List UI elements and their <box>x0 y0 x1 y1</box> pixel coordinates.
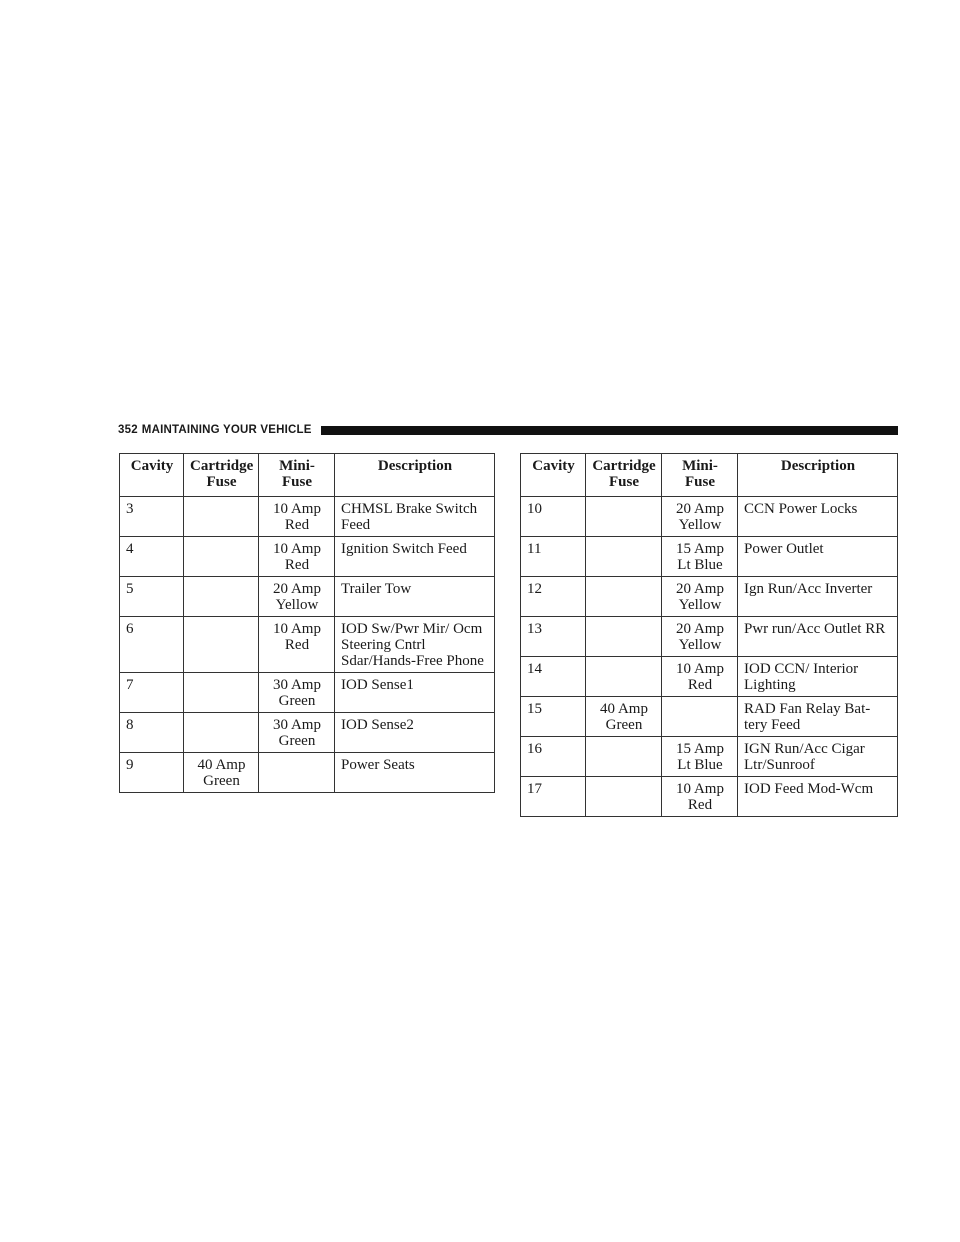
fuse-table-right <box>520 453 898 817</box>
col-header-mini-fuse: Mini-Fuse <box>662 454 738 497</box>
description-cell: IOD Sense2 <box>335 713 495 753</box>
mini-fuse-cell: 10 Amp Red <box>662 777 738 817</box>
cavity-cell: 3 <box>120 497 184 537</box>
col-header-mini-fuse: Mini-Fuse <box>259 454 335 497</box>
cavity-cell: 17 <box>521 777 586 817</box>
mini-fuse-cell: 20 Amp Yellow <box>662 497 738 537</box>
cartridge-fuse-cell <box>586 777 662 817</box>
description-cell: Pwr run/Acc Outlet RR <box>738 617 898 657</box>
table-row <box>120 497 495 537</box>
col-header-cavity: Cavity <box>120 454 184 497</box>
cavity-cell: 6 <box>120 617 184 673</box>
cartridge-fuse-cell: 40 Amp Green <box>184 753 259 793</box>
description-cell: CHMSL Brake Switch Feed <box>335 497 495 537</box>
mini-fuse-cell: 20 Amp Yellow <box>662 617 738 657</box>
cartridge-fuse-cell <box>184 537 259 577</box>
description-cell: Power Outlet <box>738 537 898 577</box>
mini-fuse-cell: 10 Amp Red <box>259 497 335 537</box>
description-cell: IGN Run/Acc Cigar Ltr/Sunroof <box>738 737 898 777</box>
fuse-table-left-body <box>120 497 495 793</box>
col-header-cartridge: Cartridge Fuse <box>586 454 662 497</box>
page-number: 352 <box>118 424 138 436</box>
cavity-cell: 9 <box>120 753 184 793</box>
mini-fuse-cell: 10 Amp Red <box>662 657 738 697</box>
cavity-cell: 4 <box>120 537 184 577</box>
table-row <box>521 777 898 817</box>
mini-fuse-cell: 10 Amp Red <box>259 537 335 577</box>
mini-fuse-cell: 30 Amp Green <box>259 713 335 753</box>
description-cell: Trailer Tow <box>335 577 495 617</box>
table-row <box>120 537 495 577</box>
table-header-row <box>521 454 898 497</box>
table-row <box>521 617 898 657</box>
cartridge-fuse-cell <box>184 713 259 753</box>
description-cell: Ign Run/Acc Inverter <box>738 577 898 617</box>
fuse-table-left <box>119 453 495 793</box>
cartridge-fuse-cell <box>586 617 662 657</box>
mini-fuse-cell: 20 Amp Yellow <box>662 577 738 617</box>
description-cell: IOD Feed Mod-Wcm <box>738 777 898 817</box>
table-header-row <box>120 454 495 497</box>
mini-fuse-cell: 30 Amp Green <box>259 673 335 713</box>
cartridge-fuse-cell <box>184 617 259 673</box>
cavity-cell: 11 <box>521 537 586 577</box>
table-row <box>521 537 898 577</box>
fuse-table-right-body <box>521 497 898 817</box>
cartridge-fuse-cell <box>586 737 662 777</box>
description-cell: Power Seats <box>335 753 495 793</box>
cartridge-fuse-cell <box>586 537 662 577</box>
cavity-cell: 10 <box>521 497 586 537</box>
cartridge-fuse-cell <box>586 657 662 697</box>
cartridge-fuse-cell <box>586 497 662 537</box>
table-row <box>521 577 898 617</box>
table-row <box>521 737 898 777</box>
header-rule <box>321 426 898 435</box>
col-header-cavity: Cavity <box>521 454 586 497</box>
mini-fuse-cell <box>259 753 335 793</box>
cartridge-fuse-cell <box>586 577 662 617</box>
mini-fuse-cell: 10 Amp Red <box>259 617 335 673</box>
mini-fuse-cell <box>662 697 738 737</box>
description-cell: IOD Sense1 <box>335 673 495 713</box>
cartridge-fuse-cell <box>184 673 259 713</box>
table-row <box>120 577 495 617</box>
cartridge-fuse-cell <box>184 497 259 537</box>
table-row <box>120 713 495 753</box>
table-row <box>120 753 495 793</box>
cavity-cell: 5 <box>120 577 184 617</box>
cavity-cell: 16 <box>521 737 586 777</box>
col-header-description: Description <box>335 454 495 497</box>
table-row <box>521 497 898 537</box>
col-header-cartridge: Cartridge Fuse <box>184 454 259 497</box>
cartridge-fuse-cell <box>184 577 259 617</box>
description-cell: IOD Sw/Pwr Mir/ Ocm Steering Cntrl Sdar/Hands-Free Phone <box>335 617 495 673</box>
cavity-cell: 7 <box>120 673 184 713</box>
cavity-cell: 8 <box>120 713 184 753</box>
page-header <box>118 421 898 439</box>
mini-fuse-cell: 20 Amp Yellow <box>259 577 335 617</box>
cavity-cell: 13 <box>521 617 586 657</box>
description-cell: CCN Power Locks <box>738 497 898 537</box>
cavity-cell: 12 <box>521 577 586 617</box>
section-title: MAINTAINING YOUR VEHICLE <box>141 424 312 436</box>
cartridge-fuse-cell: 40 Amp Green <box>586 697 662 737</box>
table-row <box>521 697 898 737</box>
description-cell: IOD CCN/ Interior Lighting <box>738 657 898 697</box>
table-row <box>521 657 898 697</box>
col-header-description: Description <box>738 454 898 497</box>
table-row <box>120 673 495 713</box>
cavity-cell: 15 <box>521 697 586 737</box>
mini-fuse-cell: 15 Amp Lt Blue <box>662 737 738 777</box>
table-row <box>120 617 495 673</box>
description-cell: Ignition Switch Feed <box>335 537 495 577</box>
description-cell: RAD Fan Relay Bat-tery Feed <box>738 697 898 737</box>
cavity-cell: 14 <box>521 657 586 697</box>
mini-fuse-cell: 15 Amp Lt Blue <box>662 537 738 577</box>
